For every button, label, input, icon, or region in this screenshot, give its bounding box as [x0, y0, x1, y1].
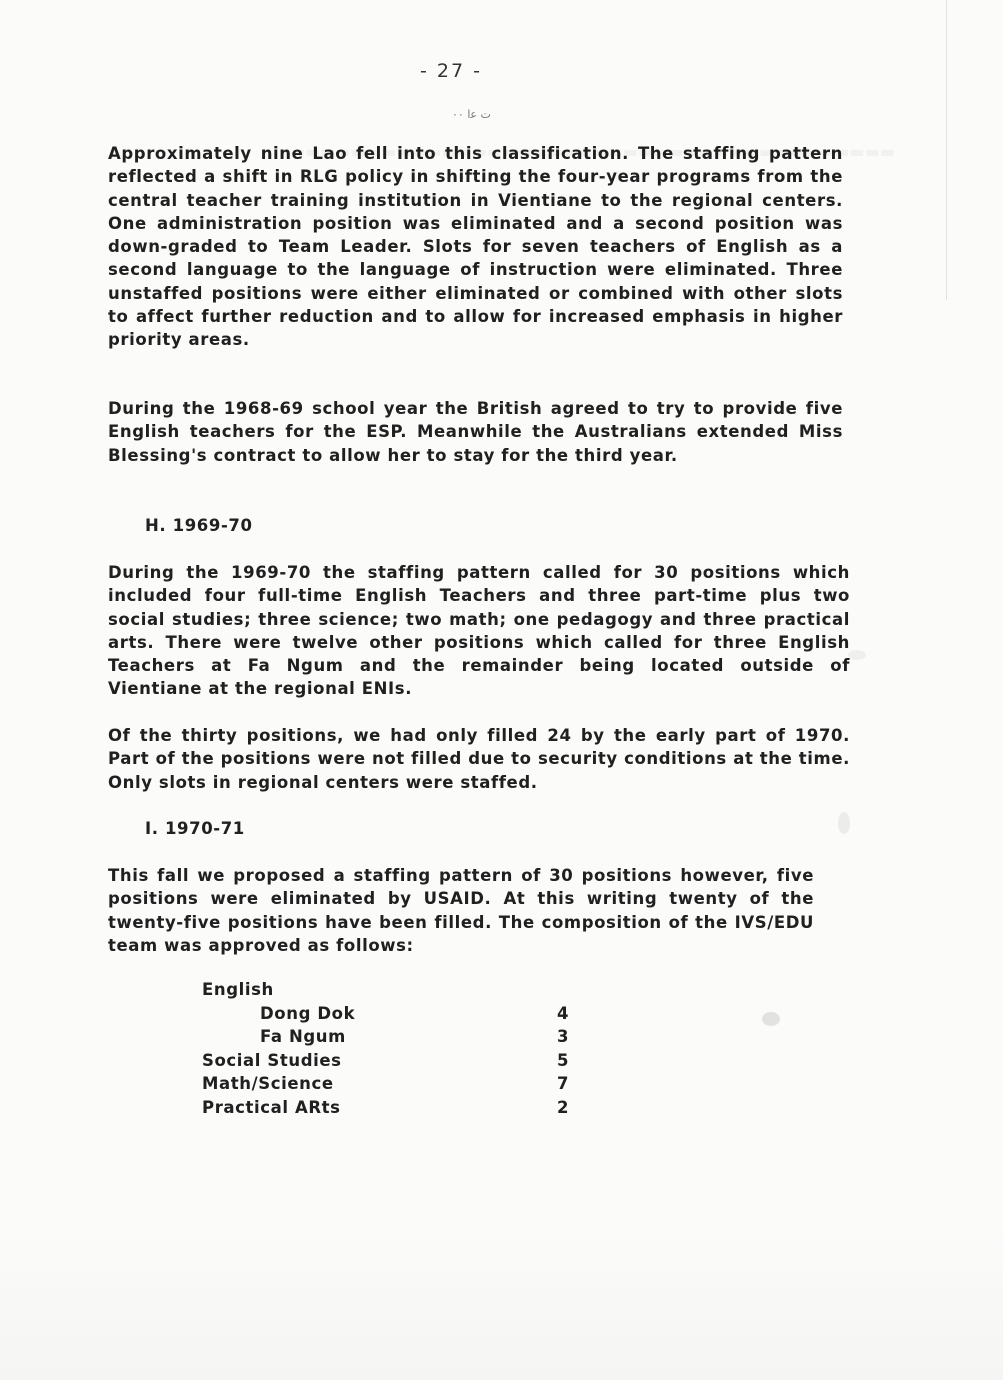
ink-smudge	[848, 650, 866, 660]
paragraph-1969-70: During the 1969-70 the staffing pattern called for 30 positions which included four full-time English Teachers and three part-time plus two social studies; three science; two math; one pedagogy and three practical arts. There were twelve other positions which called for three English Teachers at Fa Ngum and the remainder being located outside of Vientiane at the regional ENIs.	[108, 563, 850, 699]
scan-bottom-shade	[0, 1230, 1003, 1380]
staffing-composition-table	[202, 978, 602, 1119]
paragraph-1968-69: During the 1968-69 school year the British agreed to try to provide five English teachers for the ESP. Meanwhile the Australians extended Miss Blessing's contract to allow her to stay for the third year.	[108, 399, 843, 465]
row-label: Practical ARts	[202, 1097, 341, 1117]
ink-smudge	[838, 812, 850, 834]
table-row	[202, 1072, 602, 1096]
table-row	[202, 1096, 602, 1120]
paragraph-thirty-positions: Of the thirty positions, we had only filled 24 by the early part of 1970. Part of the positions were not filled due to security conditions at the time. Only slots in regional centers were staffed.	[108, 726, 850, 792]
row-label: Fa Ngum	[260, 1027, 346, 1046]
page-number: - 27 -	[420, 60, 482, 82]
section-heading-h: H. 1969-70	[145, 516, 253, 535]
category-label: English	[202, 980, 274, 999]
paragraph-1970-71: This fall we proposed a staffing pattern of 30 positions however, five positions were eliminated by USAID. At this writing twenty of the twenty-five positions have been filled. The composition of the IVS/EDU team was approved as follows:	[108, 866, 814, 955]
handwritten-mark: ت ﻋا ۰۰	[452, 108, 491, 121]
page-edge-line	[946, 0, 947, 300]
table-row	[202, 978, 602, 1002]
row-count: 4	[557, 1003, 570, 1023]
table-row	[202, 1049, 602, 1073]
row-label: Math/Science	[202, 1074, 334, 1093]
row-label: Social Studies	[202, 1050, 342, 1070]
row-count: 5	[557, 1050, 570, 1070]
paragraph-staffing-shift: Approximately nine Lao fell into this classification. The staffing pattern reflected a shift in RLG policy in shifting the four-year programs from the central teacher training institution in Vientiane to the regional centers. One administration position was eliminated and a second position was down-graded to Team Leader. Slots for seven teachers of English as a second language to the language of instruction were eliminated. Three unstaffed positions were either eliminated or combined with other slots to affect further reduction and to allow for increased emphasis in higher priority areas.	[108, 144, 843, 350]
ink-smudge	[762, 1012, 780, 1026]
table-row	[202, 1025, 602, 1049]
section-heading-i: I. 1970-71	[145, 819, 245, 838]
row-label: Dong Dok	[260, 1003, 356, 1023]
row-count: 2	[557, 1097, 570, 1117]
row-count: 3	[557, 1027, 570, 1046]
row-count: 7	[557, 1074, 570, 1093]
table-row	[202, 1002, 602, 1026]
